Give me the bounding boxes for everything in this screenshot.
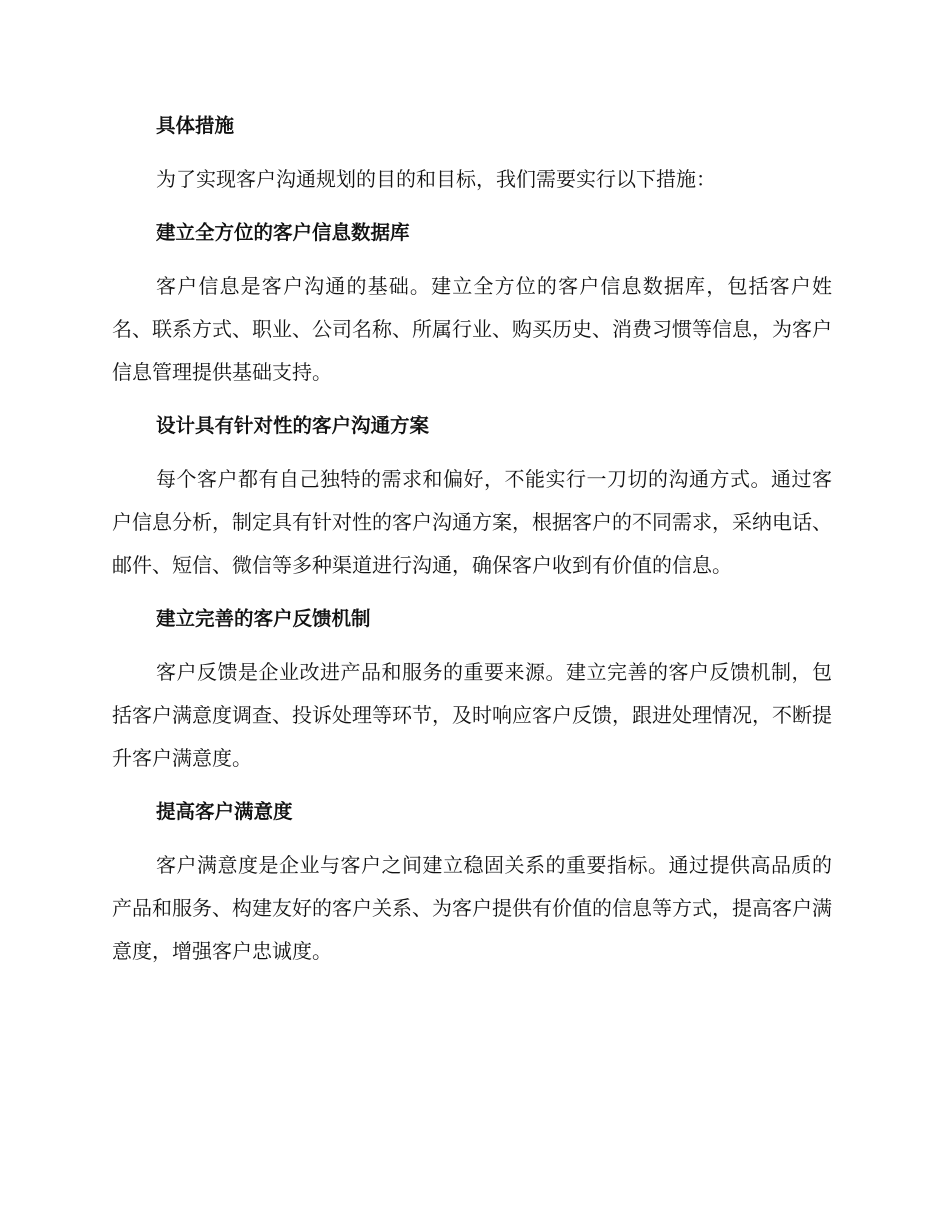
- intro-paragraph: 为了实现客户沟通规划的目的和目标，我们需要实行以下措施：: [156, 167, 716, 191]
- item-body-communication-plan: 每个客户都有自己独特的需求和偏好，不能实行一刀切的沟通方式。通过客户信息分析，制定具有针对性的客户沟通方案，根据客户的不同需求，采纳电话、邮件、短信、微信等多种渠道进行沟通，确保客户收到有价值的信息。: [112, 467, 832, 577]
- item-body-feedback-mechanism: 客户反馈是企业改进产品和服务的重要来源。建立完善的客户反馈机制，包括客户满意度调查、投诉处理等环节，及时响应客户反馈，跟进处理情况，不断提升客户满意度。: [112, 660, 832, 770]
- item-heading-satisfaction: 提高客户满意度: [156, 800, 293, 823]
- item-body-customer-database: 客户信息是客户沟通的基础。建立全方位的客户信息数据库，包括客户姓名、联系方式、职业、公司名称、所属行业、购买历史、消费习惯等信息，为客户信息管理提供基础支持。: [112, 274, 832, 384]
- item-body-satisfaction: 客户满意度是企业与客户之间建立稳固关系的重要指标。通过提供高品质的产品和服务、构建友好的客户关系、为客户提供有价值的信息等方式，提高客户满意度，增强客户忠诚度。: [112, 853, 832, 963]
- item-heading-feedback-mechanism: 建立完善的客户反馈机制: [156, 607, 371, 630]
- item-heading-communication-plan: 设计具有针对性的客户沟通方案: [156, 414, 430, 437]
- item-heading-customer-database: 建立全方位的客户信息数据库: [156, 221, 410, 244]
- section-title: 具体措施: [156, 114, 235, 137]
- document-page: [112, 104, 832, 983]
